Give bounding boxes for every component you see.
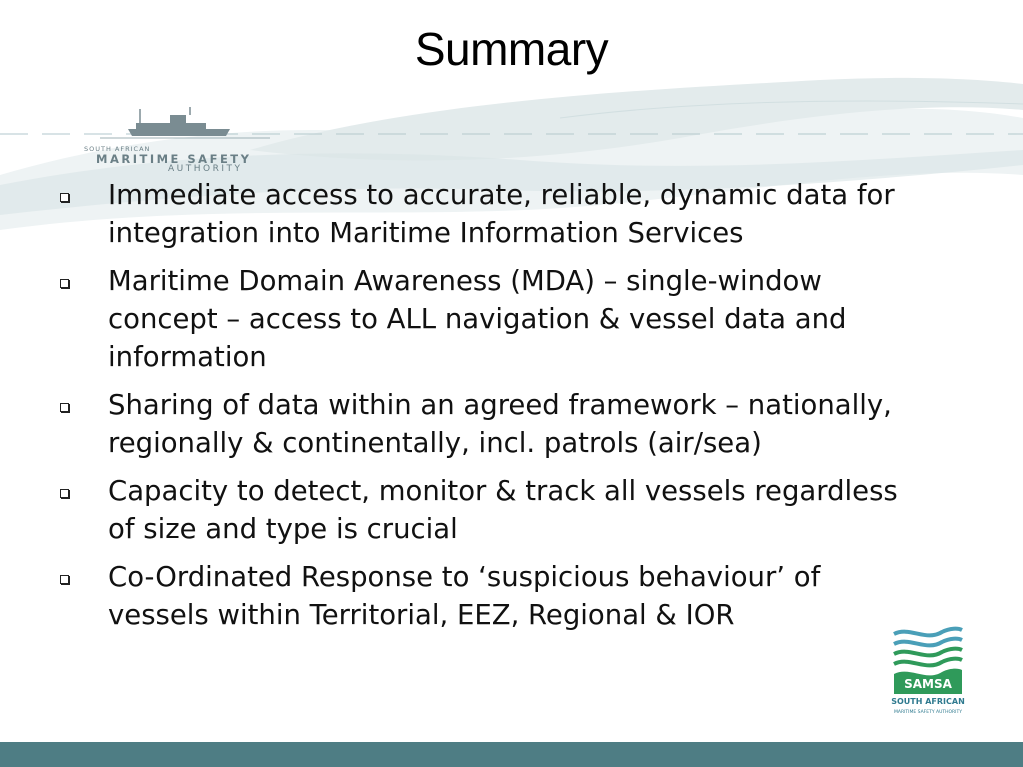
bullet-item xyxy=(58,472,918,548)
bullet-item xyxy=(58,262,918,376)
square-bullet-icon xyxy=(60,403,69,412)
bullet-text: Immediate access to accurate, reliable, dynamic data for integration into Maritime Information Services xyxy=(108,179,895,249)
logo-line-sub: AUTHORITY xyxy=(168,164,243,174)
samsa-logo-name: SAMSA xyxy=(904,677,952,691)
bullet-list xyxy=(58,176,918,644)
samsa-logo-line1: SOUTH AFRICAN xyxy=(891,697,965,706)
bullet-text: Capacity to detect, monitor & track all vessels regardless of size and type is crucial xyxy=(108,475,898,545)
square-bullet-icon xyxy=(60,575,69,584)
square-bullet-icon xyxy=(60,489,69,498)
logo-line-small: SOUTH AFRICAN xyxy=(84,145,151,153)
bullet-item xyxy=(58,558,918,634)
samsa-logo-icon xyxy=(890,622,966,722)
bullet-text: Co-Ordinated Response to ‘suspicious behaviour’ of vessels within Territorial, EEZ, Regional & IOR xyxy=(108,561,821,631)
bullet-text: Maritime Domain Awareness (MDA) – single-window concept – access to ALL navigation & vessel data and information xyxy=(108,265,847,373)
bullet-item xyxy=(58,386,918,462)
samsa-logo-line2: MARITIME SAFETY AUTHORITY xyxy=(893,710,963,715)
footer-bar xyxy=(0,742,1023,767)
bullet-text: Sharing of data within an agreed framework – nationally, regionally & continentally, incl. patrols (air/sea) xyxy=(108,389,892,459)
logo-line-main: MARITIME SAFETY xyxy=(96,152,252,166)
slide-title: Summary xyxy=(414,23,609,75)
bullet-item xyxy=(58,176,918,252)
square-bullet-icon xyxy=(60,279,69,288)
square-bullet-icon xyxy=(60,193,69,202)
